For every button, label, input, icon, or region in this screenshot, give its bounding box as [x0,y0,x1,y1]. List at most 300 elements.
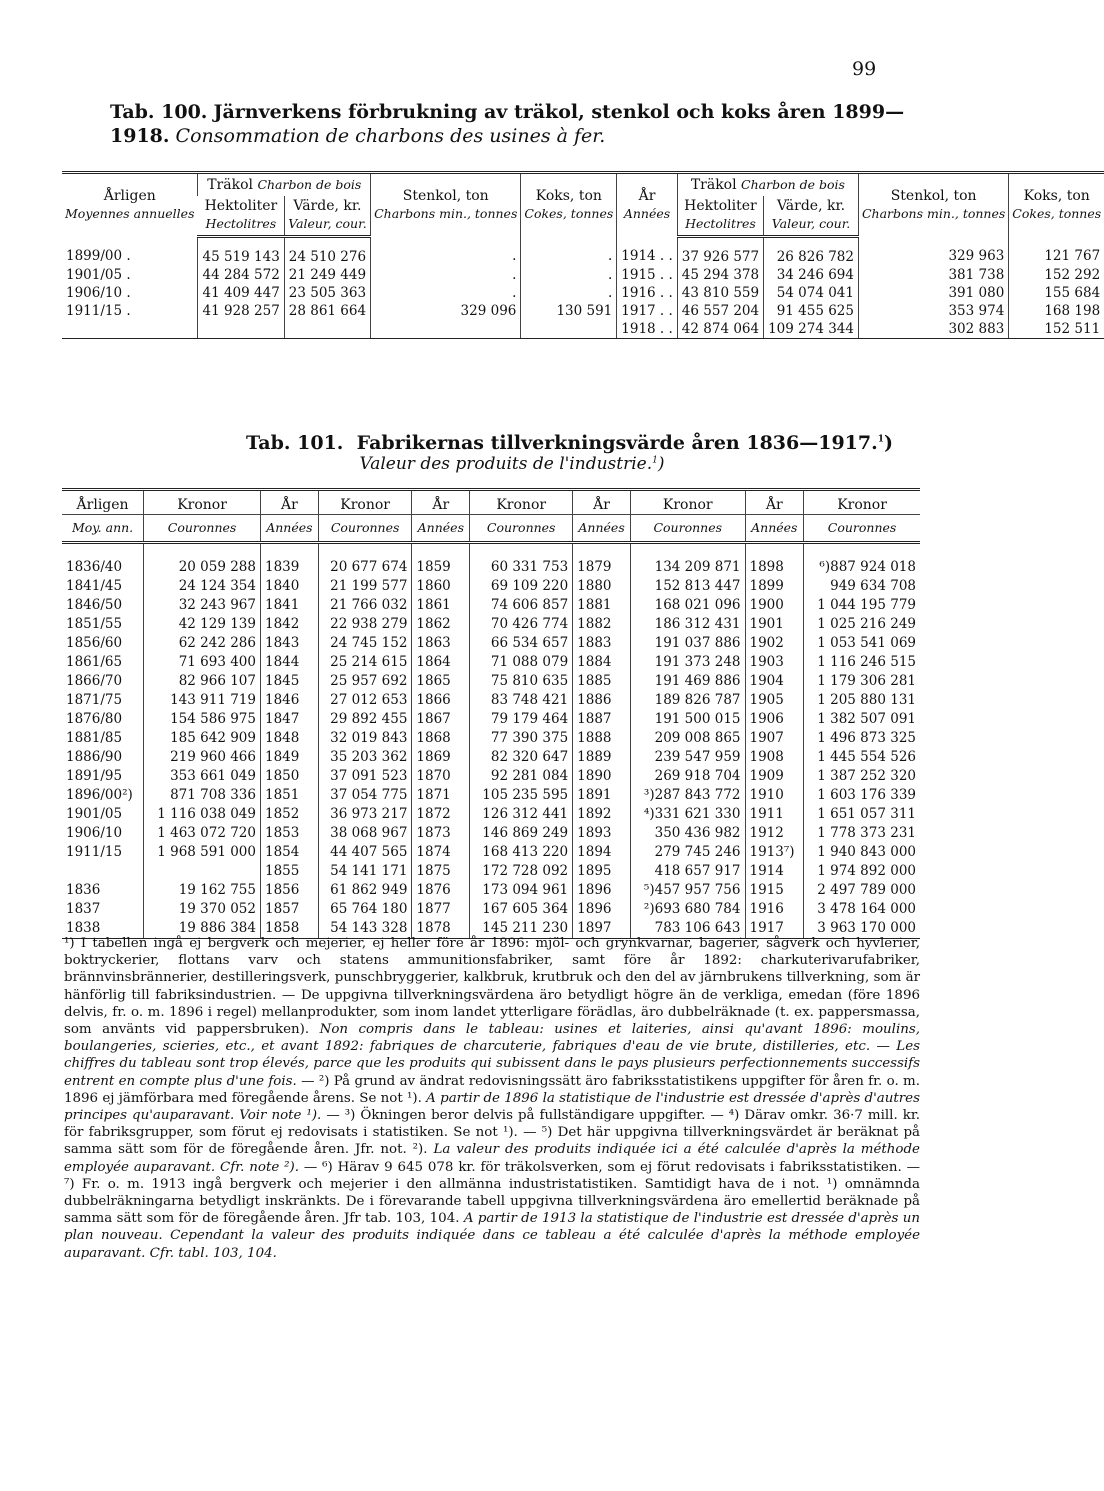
t101-period: 1876/80 [66,711,123,727]
t100-year: 1914 . . [617,237,678,267]
t101-year-2: 1872 [412,805,470,824]
t101-hd-kronor-1: Kronor [144,490,261,515]
t101-hd-cour-3: Couronnes [486,520,556,535]
t101-year-1: 1849 [260,748,318,767]
tab100-label: Tab. 100. [110,101,208,123]
t101-period: 1911/15 [66,844,123,860]
t101-year-1: 1846 [260,691,318,710]
t101-year-4: 1912 [745,824,804,843]
t101-hd-ar-2: År [412,490,470,515]
t101-year-2: 1877 [412,900,470,919]
t101-row [62,843,920,862]
t101-kronor-3: 70 426 774 [470,615,573,634]
t101-kronor-2: 61 862 949 [318,881,412,900]
t100-year: 1918 . . [617,320,678,339]
t101-period: 1881/85 [66,730,123,746]
t101-year-1: 1853 [260,824,318,843]
t101-kronor-3: 145 211 230 [470,919,573,939]
t101-kronor-3: 79 179 464 [470,710,573,729]
t101-year-4: 1914 [745,862,804,881]
t101-year-3: 1891 [573,786,631,805]
t101-year-4: 1911 [745,805,804,824]
t100-hekto-2: 42 874 064 [677,320,763,339]
t101-year-2: 1859 [412,543,470,578]
t101-year-4: 1906 [745,710,804,729]
t101-kronor-4: 186 312 431 [631,615,746,634]
t101-kronor-3: 69 109 220 [470,577,573,596]
t101-kronor-4: 168 021 096 [631,596,746,615]
t101-kronor-5: 3 478 164 000 [804,900,920,919]
t101-row [62,729,920,748]
footnote-fr-4: A partir de 1913 la statistique de l'industrie est dressée d'après un plan nouveau. Cependant la valeur des produits indiquée dans ce tableau a été calculée d'après la méthode employée auparavant. Cfr. tabl. 103, 104. [64,1211,920,1261]
t101-row [62,615,920,634]
t100-row [62,266,1104,284]
tab100-title-fr: Consommation de charbons des usines à fer. [175,125,606,147]
t100-koks-2: 168 198 [1009,302,1104,320]
t101-row [62,710,920,729]
t101-hd-arligen: Årligen [62,490,144,515]
t100-varde-2: 26 826 782 [764,237,859,267]
t101-kronor-3: 74 606 857 [470,596,573,615]
t101-kronor-1: 71 693 400 [144,653,261,672]
t101-year-3: 1897 [573,919,631,939]
t101-kronor-5: 949 634 708 [804,577,920,596]
t101-year-1: 1851 [260,786,318,805]
t100-stenkol: . [371,266,521,284]
t101-year-4: 1898 [745,543,804,578]
t101-kronor-3: 83 748 421 [470,691,573,710]
t101-year-1: 1854 [260,843,318,862]
t101-kronor-2: 22 938 279 [318,615,412,634]
t101-kronor-3: 172 728 092 [470,862,573,881]
t101-period: 1906/10 [66,825,123,841]
t101-year-2: 1867 [412,710,470,729]
t101-year-3: 1883 [573,634,631,653]
t101-kronor-2: 37 054 775 [318,786,412,805]
t101-hd-annees-1: Années [266,520,313,535]
t101-kronor-4: 269 918 704 [631,767,746,786]
t101-year-1: 1841 [260,596,318,615]
t100-hekto-2: 46 557 204 [677,302,763,320]
t101-hd-annees-2: Années [417,520,464,535]
t101-period: 1891/95 [66,768,123,784]
t101-kronor-2: 54 143 328 [318,919,412,939]
t101-kronor-5: 1 205 880 131 [804,691,920,710]
t101-year-1: 1855 [260,862,318,881]
t101-year-1: 1858 [260,919,318,939]
t101-hd-cour-2: Couronnes [330,520,400,535]
tab101-table [62,488,920,939]
t101-kronor-5: 1 496 873 325 [804,729,920,748]
t100-koks-2: 152 511 [1009,320,1104,339]
t101-year-1: 1840 [260,577,318,596]
t101-hd-cour-1: Couronnes [167,520,237,535]
t101-year-4: 1909 [745,767,804,786]
t100-hd-varde-2: Värde, kr. Valeur, cour. [764,196,859,237]
t101-year-4: 1910 [745,786,804,805]
t101-row [62,862,920,881]
t101-kronor-2: 20 677 674 [318,543,412,578]
t101-kronor-1: 871 708 336 [144,786,261,805]
t101-kronor-1: 42 129 139 [144,615,261,634]
t101-period: 1861/65 [66,654,123,670]
t101-year-3: 1879 [573,543,631,578]
t101-year-3: 1888 [573,729,631,748]
t100-stenkol-2: 329 963 [858,237,1008,267]
t100-koks: . [521,237,617,267]
t101-kronor-5: 1 053 541 069 [804,634,920,653]
t101-kronor-5: 1 940 843 000 [804,843,920,862]
footnote-sv-1: ¹) I tabellen ingå ej bergverk och mejerier, ej heller före år 1896: mjöl- och grynkvarnar, bagerier, sågverk och hyvlerier, boktryckerier, flottans varv och statens ammunitionsfabriker, samt före år 1892: charkuterivarufabriker, brännvinsbrännerier, destilleringsverk, punschbryggerier, kalkbruk, krutbruk och den del av järnbrukens tillverkning, som är hänförlig till fabriksindustrien. — De uppgivna tillverkningsvärdena äro betydligt högre än de verkliga, emedan (före 1896 delvis, fr. o. m. 1896 i regel) mellanprodukter, som inom landet ytterligare förädlas, äro dubbelräknade (t. ex. pappersmassa, som använts vid pappersbruken). [64,936,920,1038]
t100-row [62,284,1104,302]
t101-kronor-2: 35 203 362 [318,748,412,767]
t101-year-2: 1868 [412,729,470,748]
t101-year-3: 1893 [573,824,631,843]
t101-period: 1896/00²) [66,787,133,803]
t101-hd-cour-5: Couronnes [827,520,897,535]
t101-kronor-2: 25 214 615 [318,653,412,672]
t100-period [62,320,198,339]
t101-year-3: 1885 [573,672,631,691]
t100-varde: 23 505 363 [284,284,370,302]
t101-kronor-5: 1 044 195 779 [804,596,920,615]
t101-kronor-5: 1 382 507 091 [804,710,920,729]
t101-kronor-2: 38 068 967 [318,824,412,843]
t101-hd-ar-1: År [260,490,318,515]
t101-kronor-4: ⁵)457 957 756 [631,881,746,900]
t101-hd-annees-3: Années [578,520,625,535]
t101-hd-kronor-5: Kronor [804,490,920,515]
t101-year-3: 1889 [573,748,631,767]
t100-period: 1906/10 . [66,285,131,301]
t100-hekto: 41 409 447 [198,284,284,302]
t101-year-3: 1895 [573,862,631,881]
t101-kronor-1: 219 960 466 [144,748,261,767]
t101-hd-ar-4: År [745,490,804,515]
t101-year-3: 1890 [573,767,631,786]
t101-kronor-5: 1 025 216 249 [804,615,920,634]
t101-row [62,672,920,691]
t100-stenkol-2: 381 738 [858,266,1008,284]
t101-kronor-1: 1 463 072 720 [144,824,261,843]
t101-kronor-4: ²)693 680 784 [631,900,746,919]
footnote-fr-1: Non compris dans le tableau: usines et laiteries, ainsi qu'avant 1896: moulins, boulangeries, scieries, etc., et avant 1892: fabriques de charcuterie, fabriques d'eau de vie brute, distilleries, etc. — Les chiffres du tableau sont trop élevés, parce que les produits qui subissent dans le pays plusieurs perfectionnements successifs entrent en compte plus d'une fois. [64,1022,920,1089]
t101-kronor-5: 1 179 306 281 [804,672,920,691]
t101-year-1: 1852 [260,805,318,824]
t100-row [62,237,1104,267]
tab101-label: Tab. 101. [245,432,344,455]
page-number: 99 [852,58,877,80]
t101-kronor-3: 82 320 647 [470,748,573,767]
t101-kronor-1: 19 162 755 [144,881,261,900]
t100-year: 1917 . . [617,302,678,320]
t100-koks: . [521,284,617,302]
t101-kronor-1 [144,862,261,881]
t101-kronor-4: ³)287 843 772 [631,786,746,805]
footnote-fr-3: La valeur des produits indiquée ici a été calculée d'après la méthode employée auparavant. Cfr. note ²). [64,1142,920,1175]
t100-hd-stenkol-2: Stenkol, ton Charbons min., tonnes [858,173,1008,237]
t101-year-4: 1904 [745,672,804,691]
t101-period: 1841/45 [66,578,123,594]
t101-year-3: 1882 [573,615,631,634]
t100-varde-2: 54 074 041 [764,284,859,302]
t101-kronor-4: 152 813 447 [631,577,746,596]
t101-period: 1901/05 [66,806,123,822]
t101-year-4: 1907 [745,729,804,748]
t101-kronor-3: 146 869 249 [470,824,573,843]
t100-stenkol-2: 391 080 [858,284,1008,302]
t101-hd-moy: Moy. ann. [71,520,134,535]
t101-year-3: 1892 [573,805,631,824]
t101-year-2: 1861 [412,596,470,615]
t101-kronor-4: 350 436 982 [631,824,746,843]
t100-row [62,320,1104,339]
t100-hd-varde: Värde, kr. Valeur, cour. [284,196,370,237]
t100-hekto: 45 519 143 [198,237,284,267]
t101-kronor-1: 1 116 038 049 [144,805,261,824]
t101-kronor-3: 60 331 753 [470,543,573,578]
t100-koks-2: 155 684 [1009,284,1104,302]
t100-hd-koks: Koks, ton Cokes, tonnes [521,173,617,237]
t101-year-1: 1848 [260,729,318,748]
t101-kronor-2: 54 141 171 [318,862,412,881]
t101-kronor-4: 783 106 643 [631,919,746,939]
t101-row [62,577,920,596]
t101-kronor-3: 71 088 079 [470,653,573,672]
t101-period: 1886/90 [66,749,123,765]
t100-varde-2: 91 455 625 [764,302,859,320]
t101-year-1: 1839 [260,543,318,578]
t101-row [62,900,920,919]
t101-year-1: 1844 [260,653,318,672]
t100-stenkol: . [371,284,521,302]
t101-kronor-3: 173 094 961 [470,881,573,900]
t101-year-4: 1917 [745,919,804,939]
t101-kronor-2: 44 407 565 [318,843,412,862]
t101-kronor-1: 353 661 049 [144,767,261,786]
t100-koks: 130 591 [521,302,617,320]
t101-year-3: 1896 [573,900,631,919]
t101-year-3: 1880 [573,577,631,596]
t100-year: 1915 . . [617,266,678,284]
t101-row [62,634,920,653]
t101-row [62,596,920,615]
t100-hd-arligen: Årligen Moyennes annuelles [62,173,198,237]
t100-varde: 21 249 449 [284,266,370,284]
t100-koks-2: 152 292 [1009,266,1104,284]
t101-kronor-1: 62 242 286 [144,634,261,653]
tab101-subtitle: Valeur des produits de l'industrie.$^1$) [359,454,665,474]
t101-year-3: 1894 [573,843,631,862]
t101-kronor-2: 27 012 653 [318,691,412,710]
t101-year-2: 1869 [412,748,470,767]
t101-kronor-5: ⁶)887 924 018 [804,543,920,578]
t101-period: 1866/70 [66,673,123,689]
t101-row [62,653,920,672]
t101-kronor-5: 1 445 554 526 [804,748,920,767]
t100-varde: 28 861 664 [284,302,370,320]
t101-period: 1851/55 [66,616,123,632]
t101-year-2: 1864 [412,653,470,672]
t101-hd-annees-4: Années [751,520,798,535]
t101-kronor-5: 1 603 176 339 [804,786,920,805]
t101-kronor-2: 29 892 455 [318,710,412,729]
t101-kronor-2: 36 973 217 [318,805,412,824]
t101-kronor-4: 191 037 886 [631,634,746,653]
t101-year-4: 1905 [745,691,804,710]
t101-kronor-1: 185 642 909 [144,729,261,748]
t101-kronor-3: 126 312 441 [470,805,573,824]
footnote-sv-3: — ³) Ökningen beror delvis på fullständigare uppgifter. — ⁴) Därav omkr. 36·7 mill. kr. för fabriksgrupper, som förut ej redovisats i statistiken. Se not ¹). — ⁵) Det här uppgivna tillverkningsvärdet är beräknat på samma sätt som för de föregående åren. Jfr. not. ²). [64,1108,921,1158]
t101-year-2: 1860 [412,577,470,596]
t100-hekto: 44 284 572 [198,266,284,284]
t100-year: 1916 . . [617,284,678,302]
t101-hd-ar-3: År [573,490,631,515]
t101-kronor-1: 24 124 354 [144,577,261,596]
t101-year-3: 1887 [573,710,631,729]
t101-kronor-4: 134 209 871 [631,543,746,578]
t101-year-4: 1903 [745,653,804,672]
footnote-fr-2: A partir de 1896 la statistique de l'industrie est dressée d'après d'autres principes qu'auparavant. Voir note ¹). [64,1090,920,1124]
t101-row [62,543,920,578]
t101-period: 1846/50 [66,597,123,613]
t101-kronor-3: 75 810 635 [470,672,573,691]
t101-row [62,767,920,786]
t101-year-4: 1901 [745,615,804,634]
t101-year-4: 1916 [745,900,804,919]
t101-year-1: 1857 [260,900,318,919]
footnote [64,935,920,1262]
t101-year-2: 1871 [412,786,470,805]
t101-kronor-2: 32 019 843 [318,729,412,748]
t100-period: 1911/15 . [66,303,131,319]
t101-kronor-3: 105 235 595 [470,786,573,805]
t100-stenkol-2: 353 974 [858,302,1008,320]
t100-koks-2: 121 767 [1009,237,1104,267]
t101-period: 1871/75 [66,692,123,708]
t100-row [62,302,1104,320]
t101-kronor-5: 1 778 373 231 [804,824,920,843]
t101-year-1: 1843 [260,634,318,653]
t101-row [62,824,920,843]
t101-kronor-2: 65 764 180 [318,900,412,919]
t100-hd-ar: År Années [617,173,678,237]
t101-kronor-3: 77 390 375 [470,729,573,748]
t101-kronor-1: 19 886 384 [144,919,261,939]
t100-koks [521,320,617,339]
t101-row [62,786,920,805]
t101-kronor-1: 82 966 107 [144,672,261,691]
t100-hekto-2: 43 810 559 [677,284,763,302]
t101-kronor-3: 167 605 364 [470,900,573,919]
t101-kronor-3: 168 413 220 [470,843,573,862]
t100-hd-stenkol: Stenkol, ton Charbons min., tonnes [371,173,521,237]
t101-year-2: 1865 [412,672,470,691]
t100-stenkol [371,320,521,339]
t100-hekto: 41 928 257 [198,302,284,320]
tab101-title-text: Fabrikernas tillverkningsvärde åren 1836—1917. [356,432,878,455]
t100-period: 1901/05 . [66,267,131,283]
t101-hd-cour-4: Couronnes [653,520,723,535]
t101-hd-kronor-3: Kronor [470,490,573,515]
t101-kronor-1: 32 243 967 [144,596,261,615]
t101-period: 1838 [62,919,144,939]
t101-kronor-3: 66 534 657 [470,634,573,653]
t101-year-3: 1881 [573,596,631,615]
t101-year-2: 1875 [412,862,470,881]
tab101-title: Tab. 101. Fabrikernas tillverkningsvärde åren 1836—1917.$^1$) [245,432,894,455]
t101-year-3: 1884 [573,653,631,672]
t101-kronor-2: 37 091 523 [318,767,412,786]
t101-kronor-5: 2 497 789 000 [804,881,920,900]
t100-hd-hekto-2: Hektoliter Hectolitres [677,196,763,237]
t101-year-4: 1900 [745,596,804,615]
t101-year-2: 1878 [412,919,470,939]
t101-year-4: 1915 [745,881,804,900]
t101-year-2: 1870 [412,767,470,786]
t100-hd-trakol-2: Träkol Charbon de bois [677,173,858,197]
t101-period: 1836 [66,882,101,898]
t100-varde [284,320,370,339]
t101-period: 1856/60 [66,635,123,651]
t101-year-1: 1856 [260,881,318,900]
t101-row [62,805,920,824]
t101-year-1: 1847 [260,710,318,729]
tab100-title [110,100,910,148]
t101-kronor-4: 189 826 787 [631,691,746,710]
t101-year-4: 1902 [745,634,804,653]
t100-stenkol-2: 302 883 [858,320,1008,339]
t101-kronor-3: 92 281 084 [470,767,573,786]
t101-year-2: 1876 [412,881,470,900]
t101-year-2: 1863 [412,634,470,653]
t101-kronor-5: 1 974 892 000 [804,862,920,881]
t101-kronor-1: 20 059 288 [144,543,261,578]
t101-row [62,691,920,710]
t101-hd-kronor-4: Kronor [631,490,746,515]
t101-row [62,881,920,900]
t101-kronor-5: 1 387 252 320 [804,767,920,786]
t101-kronor-4: 191 469 886 [631,672,746,691]
t101-kronor-4: 418 657 917 [631,862,746,881]
t101-kronor-4: 191 373 248 [631,653,746,672]
t101-year-2: 1862 [412,615,470,634]
t101-period: 1836/40 [66,559,123,575]
t101-year-1: 1850 [260,767,318,786]
t101-kronor-2: 21 766 032 [318,596,412,615]
t101-year-3: 1896 [573,881,631,900]
t101-kronor-4: ⁴)331 621 330 [631,805,746,824]
t101-year-2: 1874 [412,843,470,862]
t101-year-4: 1913⁷) [745,843,804,862]
footnote-sv-4: — ⁶) Härav 9 645 078 kr. för träkolsverken, som ej förut redovisats i fabriksstatistiken. — ⁷) Fr. o. m. 1913 ingå bergverk och mejerier i den allmänna industristatistiken. Samtidigt hava de i not. ¹) omnämnda dubbelräkningarna betydligt inskränkts. De i förevarande tabell uppgivna tillverkningsvärdena äro emellertid beräknade på samma sätt som för de föregående åren. Jfr tab. 103, 104. [64,1159,920,1227]
t100-hd-koks-2: Koks, ton Cokes, tonnes [1009,173,1104,237]
t100-hekto [198,320,284,339]
t101-year-3: 1886 [573,691,631,710]
t101-kronor-2: 24 745 152 [318,634,412,653]
t101-year-4: 1908 [745,748,804,767]
t101-kronor-4: 209 008 865 [631,729,746,748]
t101-year-1: 1845 [260,672,318,691]
t101-kronor-1: 1 968 591 000 [144,843,261,862]
t101-year-4: 1899 [745,577,804,596]
t100-hd-hekto: Hektoliter Hectolitres [198,196,284,237]
t101-year-2: 1866 [412,691,470,710]
t101-kronor-5: 3 963 170 000 [804,919,920,939]
t101-kronor-2: 25 957 692 [318,672,412,691]
t101-kronor-4: 279 745 246 [631,843,746,862]
t100-period: 1899/00 . [66,248,131,265]
